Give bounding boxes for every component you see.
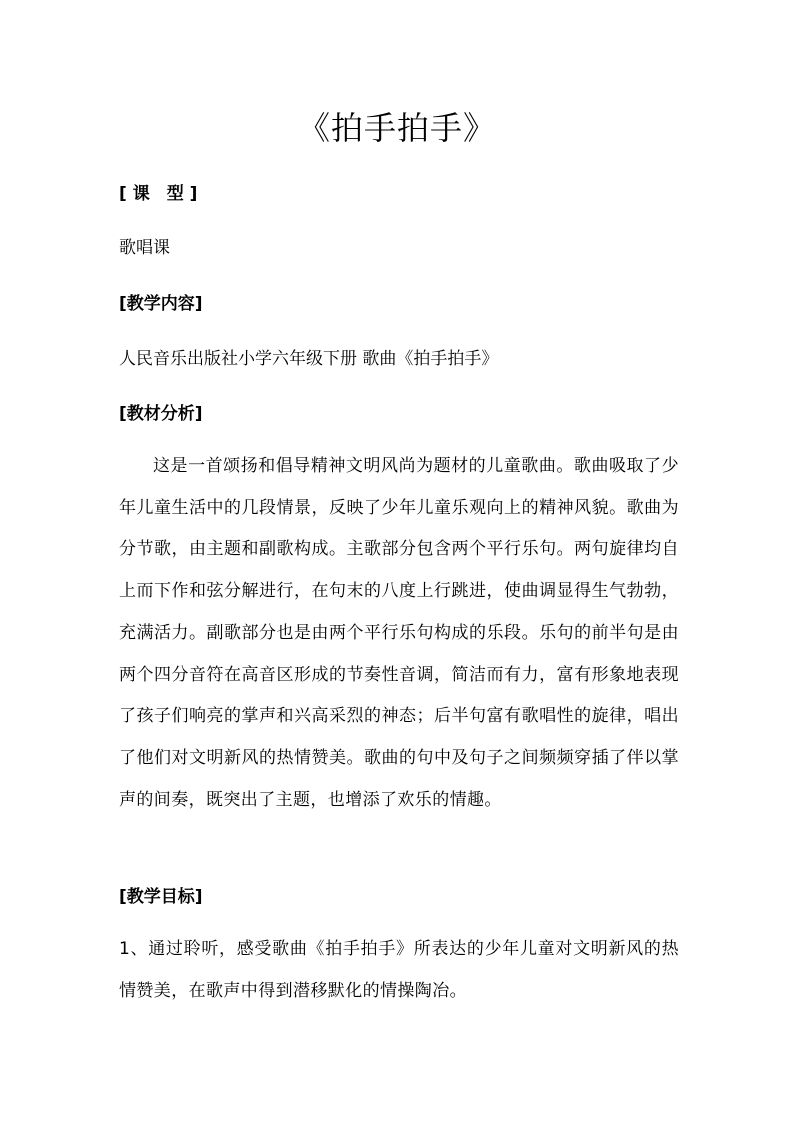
teaching-goal-item-1: 1、通过聆听，感受歌曲《拍手拍手》所表达的少年儿童对文明新风的热情赞美，在歌声中得到潜移默化的情操陶冶。 <box>119 939 679 1001</box>
lesson-type-content: 歌唱课 <box>119 238 170 258</box>
lesson-type-heading: [ 课 型 ] <box>119 184 198 204</box>
teaching-content-text: 人民音乐出版社小学六年级下册 歌曲《拍手拍手》 <box>119 349 499 369</box>
teaching-content-heading: [教学内容] <box>119 294 203 314</box>
material-analysis-heading: [教材分析] <box>119 404 203 424</box>
material-analysis-paragraph: 这是一首颂扬和倡导精神文明风尚为题材的儿童歌曲。歌曲吸取了少年儿童生活中的几段情景，反映了少年儿童乐观向上的精神风貌。歌曲为分节歌，由主题和副歌构成。主歌部分包含两个平行乐句。两句旋律均自上而下作和弦分解进行，在句末的八度上行跳进，使曲调显得生气勃勃，充满活力。副歌部分也是由两个平行乐句构成的乐段。乐句的前半句是由两个四分音符在高音区形成的节奏性音调，简洁而有力，富有形象地表现了孩子们响亮的掌声和兴高采烈的神态；后半句富有歌唱性的旋律，唱出了他们对文明新风的热情赞美。歌曲的句中及句子之间频频穿插了伴以掌声的间奏，既突出了主题，也增添了欢乐的情趣。 <box>119 456 679 810</box>
teaching-goals-heading: [教学目标] <box>119 887 203 907</box>
document-title: 《拍手拍手》 <box>297 109 496 147</box>
